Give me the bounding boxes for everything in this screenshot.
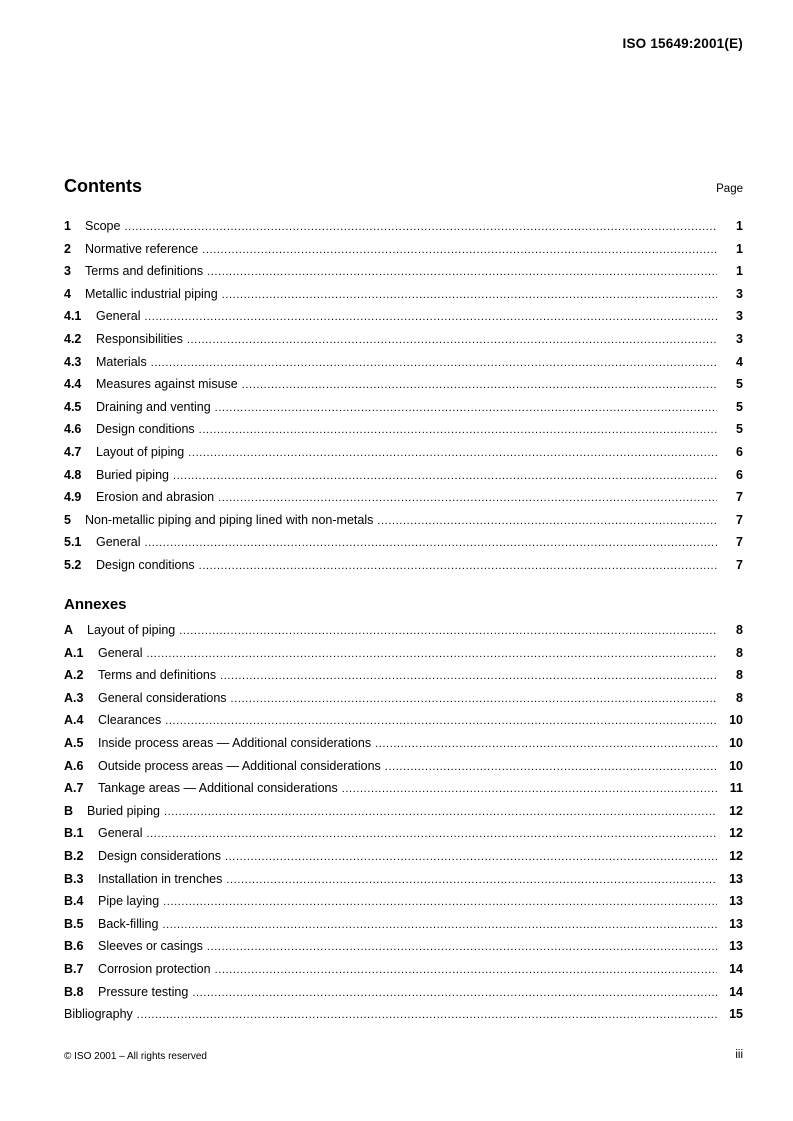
- toc-entry-title: Metallic industrial piping: [85, 286, 218, 301]
- contents-list: [64, 219, 743, 581]
- toc-entry[interactable]: [64, 377, 743, 400]
- toc-entry-title: Design considerations: [98, 848, 221, 863]
- toc-entry-title: Layout of piping: [87, 623, 176, 637]
- toc-entry-page: 8: [736, 690, 743, 705]
- copyright-notice: © ISO 2001 – All rights reserved: [64, 1051, 207, 1062]
- toc-entry-title: Materials: [96, 354, 147, 369]
- toc-entry[interactable]: [64, 985, 743, 1008]
- toc-entry-page: 1: [736, 219, 743, 233]
- toc-entry-title: Draining and venting: [96, 399, 211, 414]
- page-column-label: Page: [716, 183, 743, 195]
- dot-leader: [165, 715, 717, 727]
- dot-leader: [137, 1009, 717, 1021]
- toc-entry-page: 12: [729, 848, 743, 863]
- toc-entry-number: B.6: [64, 939, 84, 954]
- toc-entry-page: 8: [736, 668, 743, 683]
- toc-entry-number: 4.2: [64, 331, 82, 346]
- dot-leader: [231, 693, 717, 705]
- toc-entry[interactable]: [64, 490, 743, 513]
- toc-entry-page: 13: [729, 871, 743, 886]
- toc-entry-title: Pipe laying: [98, 894, 160, 909]
- dot-leader: [179, 625, 717, 637]
- toc-entry[interactable]: [64, 445, 743, 468]
- toc-entry-title: Design conditions: [96, 422, 195, 437]
- toc-entry-number: 3: [64, 264, 71, 279]
- toc-entry-number: B.8: [64, 984, 84, 999]
- toc-entry-page: 11: [729, 781, 743, 796]
- toc-entry-title: Responsibilities: [96, 331, 183, 346]
- toc-entry-number: 1: [64, 219, 71, 233]
- dot-leader: [220, 670, 717, 682]
- toc-entry-page: 3: [736, 286, 743, 301]
- dot-leader: [377, 515, 717, 527]
- toc-entry[interactable]: [64, 558, 743, 581]
- toc-entry[interactable]: [64, 849, 743, 872]
- toc-entry-title: Terms and definitions: [98, 668, 217, 683]
- toc-entry-page: 13: [729, 939, 743, 954]
- toc-entry[interactable]: [64, 309, 743, 332]
- toc-entry-title: Scope: [85, 219, 121, 233]
- toc-entry-number: B.3: [64, 871, 84, 886]
- toc-entry-number: 4.5: [64, 399, 82, 414]
- dot-leader: [173, 470, 717, 482]
- dot-leader: [192, 987, 717, 999]
- dot-leader: [199, 424, 717, 436]
- dot-leader: [199, 560, 717, 572]
- dot-leader: [163, 896, 717, 908]
- toc-entry-title: Clearances: [98, 713, 162, 728]
- toc-entry-title: General considerations: [98, 690, 227, 705]
- toc-entry-number: A.2: [64, 668, 84, 683]
- toc-entry-title: Inside process areas — Additional considerations: [98, 735, 372, 750]
- toc-entry-page: 8: [736, 623, 743, 637]
- toc-entry-number: A.5: [64, 735, 84, 750]
- toc-entry-number: B.2: [64, 848, 84, 863]
- toc-entry[interactable]: [64, 332, 743, 355]
- toc-entry-page: 7: [736, 490, 743, 505]
- toc-entry[interactable]: [64, 759, 743, 782]
- toc-entry[interactable]: [64, 535, 743, 558]
- toc-entry[interactable]: [64, 872, 743, 895]
- toc-entry-page: 7: [736, 557, 743, 572]
- dot-leader: [144, 311, 717, 323]
- toc-entry-title: Back-filling: [98, 916, 159, 931]
- toc-entry-page: 12: [729, 826, 743, 841]
- contents-header: [64, 176, 743, 200]
- dot-leader: [187, 334, 717, 346]
- toc-entry-number: 4.4: [64, 377, 82, 392]
- toc-entry-title: General: [96, 535, 141, 550]
- toc-entry-number: A.1: [64, 645, 84, 660]
- toc-entry-number: 4.3: [64, 354, 82, 369]
- page-number: iii: [735, 1049, 743, 1061]
- toc-entry-page: 4: [736, 354, 743, 369]
- dot-leader: [385, 761, 717, 773]
- toc-entry-number: A.6: [64, 758, 84, 773]
- dot-leader: [218, 492, 717, 504]
- annexes-title: Annexes: [64, 596, 127, 613]
- dot-leader: [162, 919, 717, 931]
- toc-entry-number: 5: [64, 512, 71, 527]
- dot-leader: [226, 874, 717, 886]
- toc-entry[interactable]: [64, 468, 743, 491]
- toc-entry[interactable]: [64, 219, 743, 242]
- toc-entry-page: 5: [736, 377, 743, 392]
- toc-entry-title: Normative reference: [85, 241, 199, 256]
- toc-entry-number: 5.1: [64, 535, 82, 550]
- toc-entry-page: 10: [729, 735, 743, 750]
- toc-entry-number: 4.7: [64, 444, 82, 459]
- toc-entry[interactable]: [64, 422, 743, 445]
- toc-entry-number: B.4: [64, 894, 84, 909]
- dot-leader: [146, 648, 717, 660]
- toc-entry[interactable]: [64, 826, 743, 849]
- toc-entry-number: 5.2: [64, 557, 82, 572]
- toc-entry-page: 1: [736, 241, 743, 256]
- toc-entry[interactable]: [64, 400, 743, 423]
- toc-entry-title: Layout of piping: [96, 444, 185, 459]
- toc-entry[interactable]: [64, 264, 743, 287]
- toc-entry-number: 2: [64, 241, 71, 256]
- dot-leader: [207, 941, 717, 953]
- dot-leader: [215, 402, 717, 414]
- toc-entry-page: 7: [736, 512, 743, 527]
- toc-entry-title: Buried piping: [96, 467, 169, 482]
- annexes-list: [64, 623, 743, 1030]
- dot-leader: [164, 806, 717, 818]
- toc-entry-number: B: [64, 803, 74, 818]
- toc-entry-title: General: [98, 826, 143, 841]
- toc-entry[interactable]: [64, 894, 743, 917]
- toc-entry-page: 14: [729, 984, 743, 999]
- toc-entry-page: 1: [736, 264, 743, 279]
- toc-entry-page: 8: [736, 645, 743, 660]
- document-code: ISO 15649:2001(E): [622, 36, 743, 51]
- toc-entry[interactable]: [64, 736, 743, 759]
- dot-leader: [124, 221, 717, 233]
- toc-entry-title: General: [98, 645, 143, 660]
- toc-entry[interactable]: [64, 668, 743, 691]
- toc-entry-title: Tankage areas — Additional considerations: [98, 781, 338, 796]
- dot-leader: [342, 783, 717, 795]
- toc-entry-title: Non-metallic piping and piping lined with non-metals: [85, 512, 374, 527]
- toc-entry-page: 15: [729, 1007, 743, 1022]
- toc-entry[interactable]: [64, 287, 743, 310]
- toc-entry-title: Bibliography: [64, 1007, 133, 1022]
- toc-entry-number: 4.9: [64, 490, 82, 505]
- toc-entry-title: Measures against misuse: [96, 377, 238, 392]
- toc-entry-page: 6: [736, 467, 743, 482]
- toc-entry-page: 14: [729, 961, 743, 976]
- toc-entry-number: 4: [64, 286, 71, 301]
- toc-entry-page: 7: [736, 535, 743, 550]
- toc-entry-title: Installation in trenches: [98, 871, 223, 886]
- toc-entry-number: A.4: [64, 713, 84, 728]
- toc-entry-page: 5: [736, 422, 743, 437]
- toc-entry-page: 3: [736, 309, 743, 324]
- dot-leader: [222, 289, 717, 301]
- toc-entry-page: 12: [729, 803, 743, 818]
- toc-entry-number: A.3: [64, 690, 84, 705]
- toc-entry[interactable]: [64, 713, 743, 736]
- toc-entry-title: Design conditions: [96, 557, 195, 572]
- dot-leader: [188, 447, 717, 459]
- dot-leader: [375, 738, 717, 750]
- toc-entry-number: B.7: [64, 961, 84, 976]
- toc-entry[interactable]: [64, 939, 743, 962]
- toc-entry[interactable]: [64, 804, 743, 827]
- toc-entry[interactable]: [64, 242, 743, 265]
- toc-entry-page: 13: [729, 894, 743, 909]
- toc-entry-title: General: [96, 309, 141, 324]
- dot-leader: [146, 828, 717, 840]
- toc-entry[interactable]: [64, 781, 743, 804]
- toc-entry-number: A.7: [64, 781, 84, 796]
- dot-leader: [207, 266, 717, 278]
- toc-entry[interactable]: [64, 623, 743, 646]
- toc-entry-page: 3: [736, 331, 743, 346]
- toc-entry[interactable]: [64, 513, 743, 536]
- dot-leader: [225, 851, 717, 863]
- toc-entry-page: 6: [736, 444, 743, 459]
- toc-entry[interactable]: [64, 962, 743, 985]
- dot-leader: [215, 964, 717, 976]
- dot-leader: [242, 379, 717, 391]
- toc-entry[interactable]: [64, 917, 743, 940]
- dot-leader: [151, 357, 717, 369]
- toc-entry[interactable]: [64, 646, 743, 669]
- dot-leader: [202, 244, 717, 256]
- toc-entry-title: Corrosion protection: [98, 961, 211, 976]
- toc-entry-number: 4.1: [64, 309, 82, 324]
- contents-title: Contents: [64, 176, 142, 196]
- toc-entry-title: Pressure testing: [98, 984, 189, 999]
- toc-entry-number: A: [64, 623, 74, 637]
- toc-entry[interactable]: [64, 355, 743, 378]
- toc-entry-title: Outside process areas — Additional considerations: [98, 758, 381, 773]
- toc-entry-title: Sleeves or casings: [98, 939, 203, 954]
- toc-entry-page: 10: [729, 758, 743, 773]
- toc-entry-page: 5: [736, 399, 743, 414]
- toc-entry-number: B.1: [64, 826, 84, 841]
- toc-entry-page: 10: [729, 713, 743, 728]
- toc-entry-number: 4.8: [64, 467, 82, 482]
- toc-entry-page: 13: [729, 916, 743, 931]
- dot-leader: [144, 537, 717, 549]
- toc-entry[interactable]: [64, 691, 743, 714]
- toc-entry-title: Erosion and abrasion: [96, 490, 215, 505]
- toc-entry-number: B.5: [64, 916, 84, 931]
- toc-entry-title: Terms and definitions: [85, 264, 204, 279]
- toc-entry-number: 4.6: [64, 422, 82, 437]
- toc-entry-title: Buried piping: [87, 803, 160, 818]
- toc-entry-bibliography[interactable]: [64, 1007, 743, 1030]
